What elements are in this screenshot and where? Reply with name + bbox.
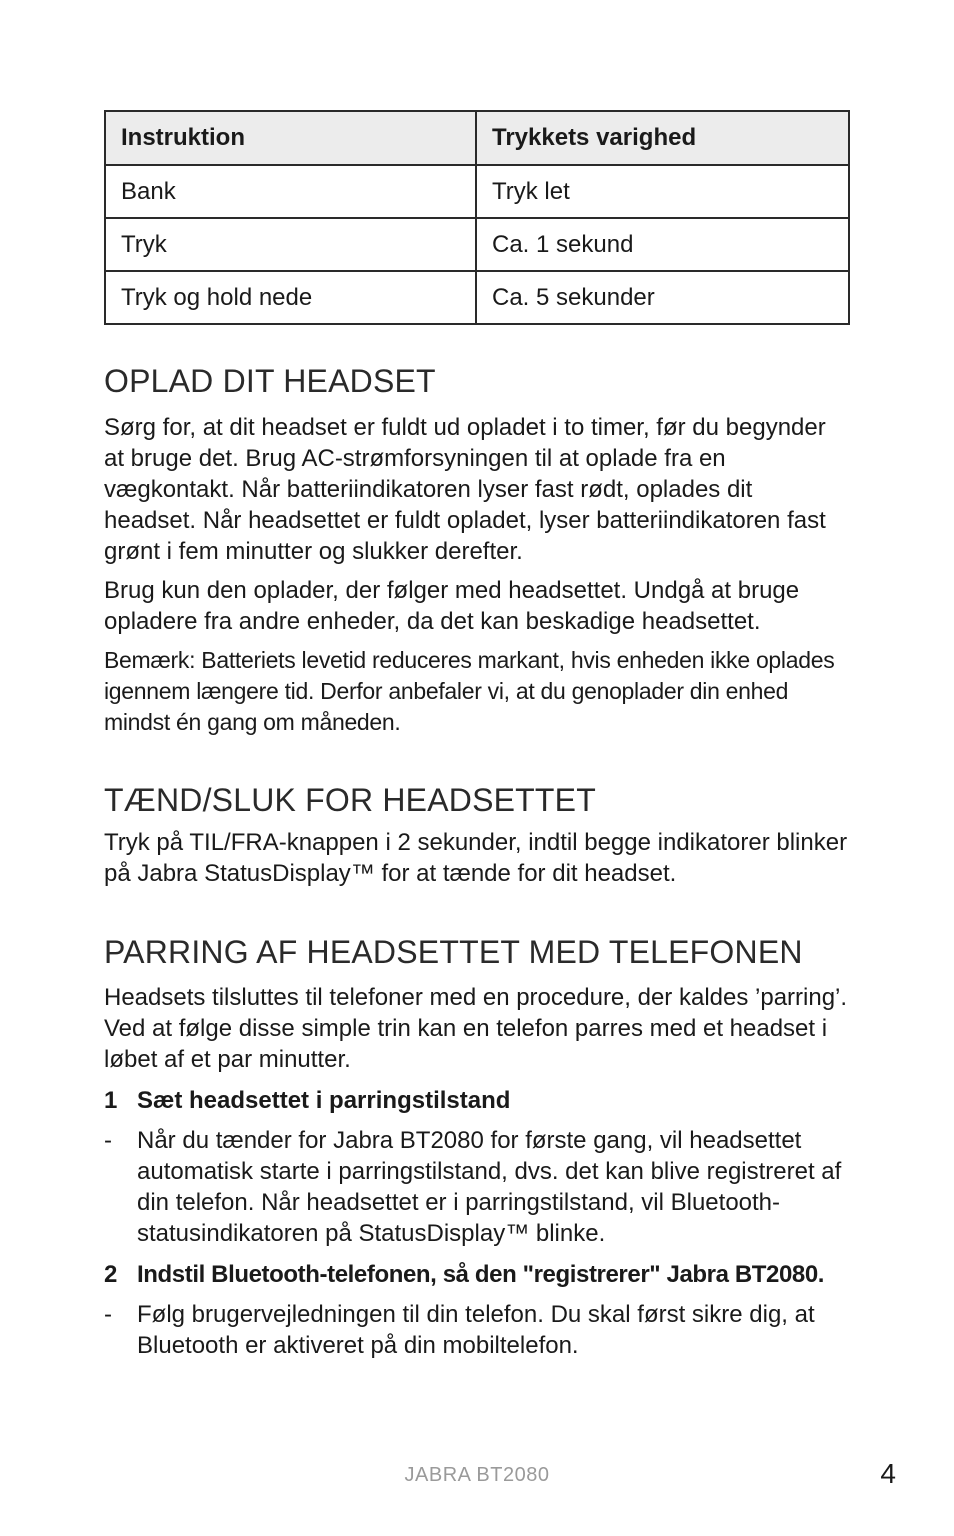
step-1 xyxy=(104,1085,850,1116)
step-title: Indstil Bluetooth-telefonen, så den "registrerer" Jabra BT2080. xyxy=(137,1261,825,1289)
page-number: 4 xyxy=(880,1458,896,1489)
oplad-note: Bemærk: Batteriets levetid reduceres markant, hvis enheden ikke oplades igennem længere tid. Derfor anbefaler vi, at du genoplader din enhed mindst én gang om måneden. xyxy=(104,646,835,735)
table-cell: Tryk og hold nede xyxy=(105,271,476,324)
table-row xyxy=(105,165,849,218)
table-cell: Tryk xyxy=(105,218,476,271)
footer-brand: JABRA BT2080 xyxy=(404,1464,550,1486)
section-heading-taend: TÆND/SLUK FOR HEADSETTET xyxy=(104,781,596,818)
bullet-dash: - xyxy=(104,1301,112,1329)
section-heading-oplad: OPLAD DIT HEADSET xyxy=(104,363,436,399)
step-2-bullet xyxy=(104,1299,850,1361)
page-content xyxy=(104,110,850,1361)
bullet-text: Følg brugervejledningen til din telefon. Du skal først sikre dig, at Bluetooth er aktiveret på din mobiltelefon. xyxy=(137,1301,815,1360)
bullet-dash: - xyxy=(104,1127,112,1155)
table-cell: Bank xyxy=(105,165,476,218)
instruction-table xyxy=(104,110,850,325)
table-row xyxy=(105,218,849,271)
table-header-varighed: Trykkets varighed xyxy=(476,111,849,165)
table-row xyxy=(105,271,849,324)
step-2 xyxy=(104,1259,850,1290)
table-cell: Ca. 1 sekund xyxy=(476,218,849,271)
bullet-text: Når du tænder for Jabra BT2080 for første gang, vil headsettet automatisk starte i parringstilstand, dvs. det kan blive registreret af din telefon. Når headsettet er i parringstilstand, vil Bluetooth-statusindikatoren på StatusDisplay™ blinke. xyxy=(137,1127,842,1248)
table-cell: Ca. 5 sekunder xyxy=(476,271,849,324)
step-number: 1 xyxy=(104,1087,118,1115)
section-heading-parring: PARRING AF HEADSETTET MED TELEFONEN xyxy=(104,933,803,970)
table-cell: Tryk let xyxy=(476,165,849,218)
oplad-paragraph-2: Brug kun den oplader, der følger med headsettet. Undgå at bruge opladere fra andre enheder, da det kan beskadige headsettet. xyxy=(104,576,800,635)
step-title: Sæt headsettet i parringstilstand xyxy=(137,1087,511,1115)
step-number: 2 xyxy=(104,1261,117,1289)
parring-intro: Headsets tilsluttes til telefoner med en procedure, der kaldes ’parring’. Ved at følge disse simple trin kan en telefon parres med et headset i løbet af et par minutter. xyxy=(104,984,848,1074)
step-1-bullet xyxy=(104,1125,850,1249)
table-header-instruktion: Instruktion xyxy=(105,111,476,165)
taend-paragraph: Tryk på TIL/FRA-knappen i 2 sekunder, indtil begge indikatorer blinker på Jabra StatusDisplay™ for at tænde for dit headset. xyxy=(104,828,848,887)
table-header-row xyxy=(105,111,849,165)
oplad-paragraph-1: Sørg for, at dit headset er fuldt ud opladet i to timer, før du begynder at bruge det. Brug AC-strømforsyningen til at oplade fra en vægkontakt. Når batteriindikatoren lyser fast rødt, oplades dit headset. Når headsettet er fuldt opladet, lyser batteriindikatoren fast grønt i fem minutter og slukker derefter. xyxy=(104,413,826,565)
